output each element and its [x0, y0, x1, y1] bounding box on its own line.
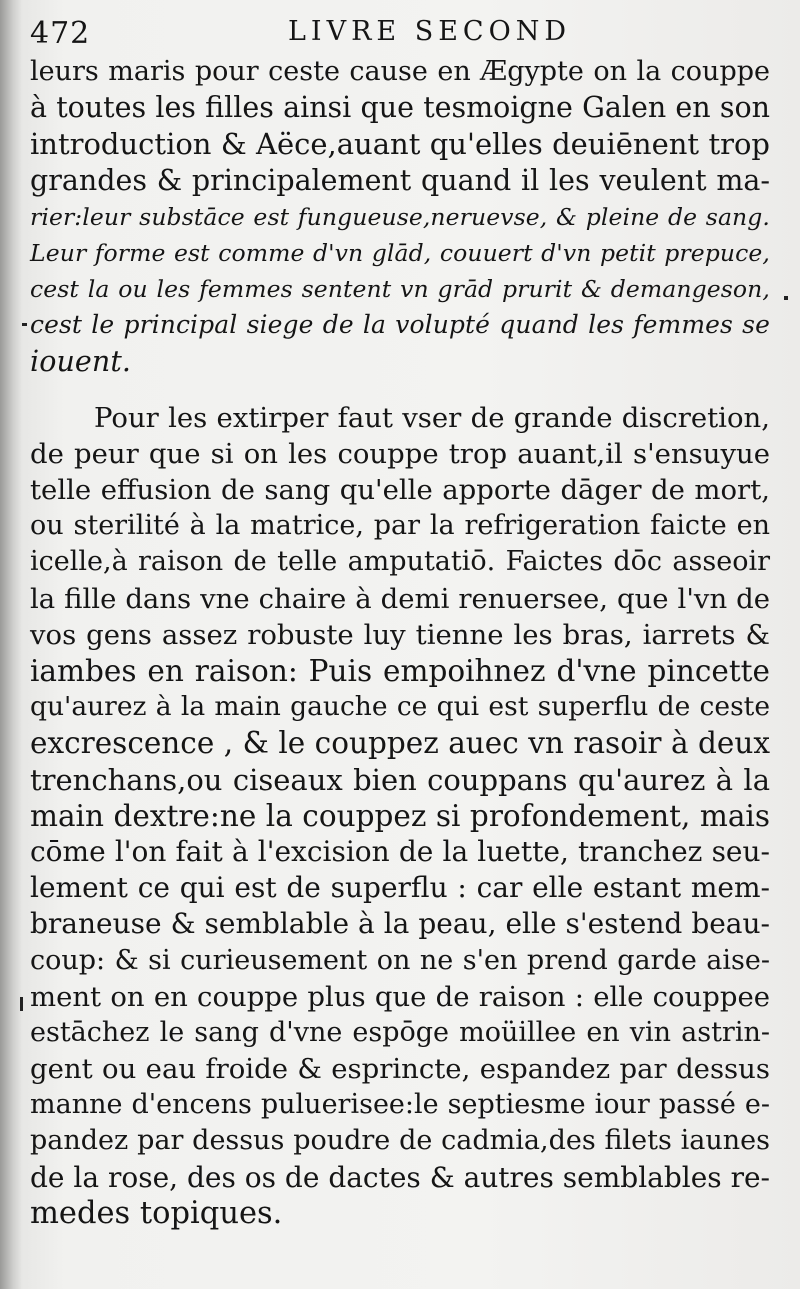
text-line: de la rose, des os de dactes & autres semblables re-	[30, 1160, 770, 1194]
text-line: vos gens assez robuste luy tienne les bras, iarrets &	[30, 618, 770, 651]
text-line: pandez par dessus poudre de cadmia,des filets iaunes	[30, 1125, 770, 1157]
text-line: icelle,à raison de telle amputatiō. Faictes dōc asseoir	[30, 546, 770, 578]
running-title: LIVRE SECOND	[288, 16, 571, 47]
text-line: coup: & si curieusement on ne s'en prend garde aise-	[30, 944, 770, 976]
text-line: medes topiques.	[30, 1195, 283, 1231]
italic-line: cest le principal siege de la volupté quand les femmes se	[30, 310, 770, 340]
text-line: manne d'encens puluerisee:le septiesme iour passé e-	[30, 1089, 770, 1121]
page-number: 472	[30, 16, 91, 51]
text-line: ou sterilité à la matrice, par la refrigeration faicte en	[30, 510, 770, 542]
paragraph-2	[30, 400, 770, 1232]
ink-speck	[784, 296, 788, 300]
text-line: introduction & Aëce,auant qu'elles deuiēnent trop	[30, 127, 770, 162]
text-line: à toutes les filles ainsi que tesmoigne Galen en son	[30, 91, 770, 125]
body-text	[30, 54, 770, 1232]
text-line: telle effusion de sang qu'elle apporte dāger de mort,	[30, 474, 770, 507]
text-line: qu'aurez à la main gauche ce qui est superflu de ceste	[30, 691, 770, 723]
text-line: leurs maris pour ceste cause en Ægypte on la couppe	[30, 56, 770, 87]
text-line: Pour les extirper faut vser de grande discretion,	[94, 401, 770, 434]
paragraph-gap	[30, 380, 770, 400]
text-line: de peur que si on les couppe trop auant,il s'ensuyue	[30, 437, 770, 470]
italic-line: cest la ou les femmes sentent vn grād prurit & demangeson,	[30, 275, 770, 304]
text-line: gent ou eau froide & esprincte, espandez par dessus	[30, 1053, 770, 1086]
spine-shadow	[0, 0, 22, 1289]
text-line: trenchans,ou ciseaux bien couppans qu'aurez à la	[30, 762, 770, 797]
italic-line: iouent.	[30, 344, 132, 378]
page-header	[30, 14, 770, 54]
text-line: la fille dans vne chaire à demi renuersee, que l'vn de	[30, 582, 770, 615]
text-line: main dextre:ne la couppez si profondement, mais	[30, 798, 770, 833]
italic-line: Leur forme est comme d'vn glād, couuert d'vn petit prepuce,	[30, 238, 770, 267]
text-line: excrescence , & le couppez auec vn rasoir à deux	[30, 726, 770, 761]
text-line: ment on en couppe plus que de raison : elle couppee	[30, 980, 770, 1013]
paragraph-1	[30, 54, 770, 380]
text-line: lement ce qui est de superflu : car elle estant mem-	[30, 871, 770, 905]
text-line: braneuse & semblable à la peau, elle s'estend beau-	[30, 907, 770, 941]
ink-speck	[22, 323, 27, 326]
text-line: cōme l'on fait à l'excision de la luette, tranchez seu-	[30, 834, 770, 868]
ink-speck	[20, 997, 23, 1011]
italic-line: rier:leur substāce est fungueuse,neruevse, & pleine de sang.	[30, 202, 770, 231]
text-line: estāchez le sang d'vne espōge moüillee en vin astrin-	[30, 1016, 770, 1048]
text-line: iambes en raison: Puis empoihnez d'vne pincette	[30, 654, 770, 688]
text-line: grandes & principalement quand il les veulent ma-	[30, 163, 770, 197]
